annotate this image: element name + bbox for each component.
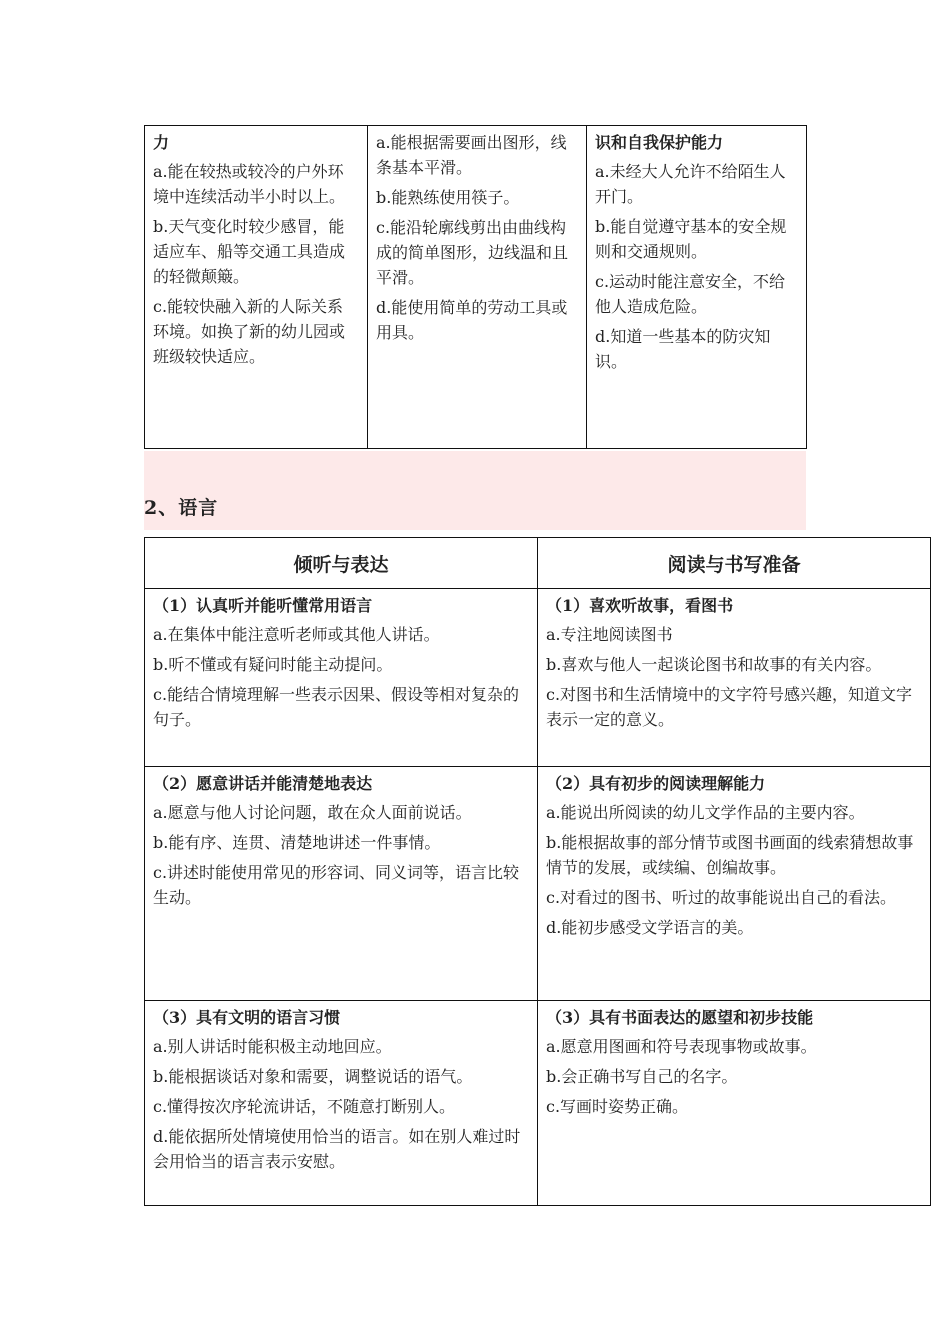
list-item: b.能根据谈话对象和需要，调整说话的语气。 — [153, 1067, 473, 1086]
table-cell — [145, 126, 368, 449]
cell-heading: （1）喜欢听故事，看图书 — [546, 596, 734, 615]
list-item: d.能依据所处情境使用恰当的语言。如在别人难过时会用恰当的语言表示安慰。 — [153, 1127, 521, 1171]
list-item: b.喜欢与他人一起谈论图书和故事的有关内容。 — [546, 655, 882, 674]
list-item: d.能初步感受文学语言的美。 — [546, 918, 754, 937]
list-item: b.能自觉遵守基本的安全规则和交通规则。 — [595, 217, 787, 261]
section-band — [144, 451, 806, 530]
health-goals-table — [144, 125, 807, 449]
table-row — [145, 767, 931, 1001]
list-item: c.对看过的图书、听过的故事能说出自己的看法。 — [546, 888, 897, 907]
table-cell — [538, 767, 931, 1001]
list-item: c.能结合情境理解一些表示因果、假设等相对复杂的句子。 — [153, 685, 520, 729]
cell-heading: 识和自我保护能力 — [595, 133, 724, 152]
cell-heading: （1）认真听并能听懂常用语言 — [153, 596, 373, 615]
table-cell — [538, 1001, 931, 1206]
cell-heading: （2）愿意讲话并能清楚地表达 — [153, 774, 373, 793]
table-header-row — [145, 538, 931, 589]
list-item: c.懂得按次序轮流讲话，不随意打断别人。 — [153, 1097, 456, 1116]
list-item: b.天气变化时较少感冒，能适应车、船等交通工具造成的轻微颠簸。 — [153, 217, 346, 286]
list-item: d.知道一些基本的防灾知识。 — [595, 327, 771, 371]
list-item: a.能说出所阅读的幼儿文学作品的主要内容。 — [546, 803, 865, 822]
list-item: c.运动时能注意安全，不给他人造成危险。 — [595, 272, 786, 316]
table-cell — [145, 589, 538, 767]
list-item: a.专注地阅读图书 — [546, 625, 673, 644]
list-item: c.能较快融入新的人际关系环境。如换了新的幼儿园或班级较快适应。 — [153, 297, 346, 366]
list-item: c.能沿轮廓线剪出由曲线构成的简单图形，边线温和且平滑。 — [376, 218, 569, 287]
language-goals-table — [144, 537, 931, 1206]
list-item: b.听不懂或有疑问时能主动提问。 — [153, 655, 393, 674]
list-item: b.能根据故事的部分情节或图书画面的线索猜想故事情节的发展，或续编、创编故事。 — [546, 833, 914, 877]
column-header: 阅读与书写准备 — [538, 538, 931, 589]
list-item: c.对图书和生活情境中的文字符号感兴趣，知道文字表示一定的意义。 — [546, 685, 913, 729]
list-item: b.能有序、连贯、清楚地讲述一件事情。 — [153, 833, 441, 852]
table-row — [145, 589, 931, 767]
table-cell — [587, 126, 807, 449]
table-row — [145, 126, 807, 449]
table-cell — [145, 767, 538, 1001]
list-item: a.能根据需要画出图形，线条基本平滑。 — [376, 133, 567, 177]
list-item: a.愿意与他人讨论问题，敢在众人面前说话。 — [153, 803, 472, 822]
cell-heading: 力 — [153, 133, 170, 152]
section-title: 2、语言 — [144, 497, 219, 519]
list-item: a.在集体中能注意听老师或其他人讲话。 — [153, 625, 440, 644]
list-item: b.能熟练使用筷子。 — [376, 188, 520, 207]
cell-heading: （3）具有书面表达的愿望和初步技能 — [546, 1008, 814, 1027]
list-item: a.别人讲话时能积极主动地回应。 — [153, 1037, 392, 1056]
table-cell — [538, 589, 931, 767]
list-item: c.写画时姿势正确。 — [546, 1097, 689, 1116]
list-item: a.未经大人允许不给陌生人开门。 — [595, 162, 786, 206]
list-item: c.讲述时能使用常见的形容词、同义词等，语言比较生动。 — [153, 863, 520, 907]
cell-heading: （3）具有文明的语言习惯 — [153, 1008, 341, 1027]
list-item: b.会正确书写自己的名字。 — [546, 1067, 738, 1086]
list-item: a.愿意用图画和符号表现事物或故事。 — [546, 1037, 817, 1056]
list-item: a.能在较热或较冷的户外环境中连续活动半小时以上。 — [153, 162, 346, 206]
table-row — [145, 1001, 931, 1206]
table-cell — [368, 126, 587, 449]
list-item: d.能使用简单的劳动工具或用具。 — [376, 298, 568, 342]
cell-heading: （2）具有初步的阅读理解能力 — [546, 774, 766, 793]
column-header: 倾听与表达 — [145, 538, 538, 589]
table-cell — [145, 1001, 538, 1206]
